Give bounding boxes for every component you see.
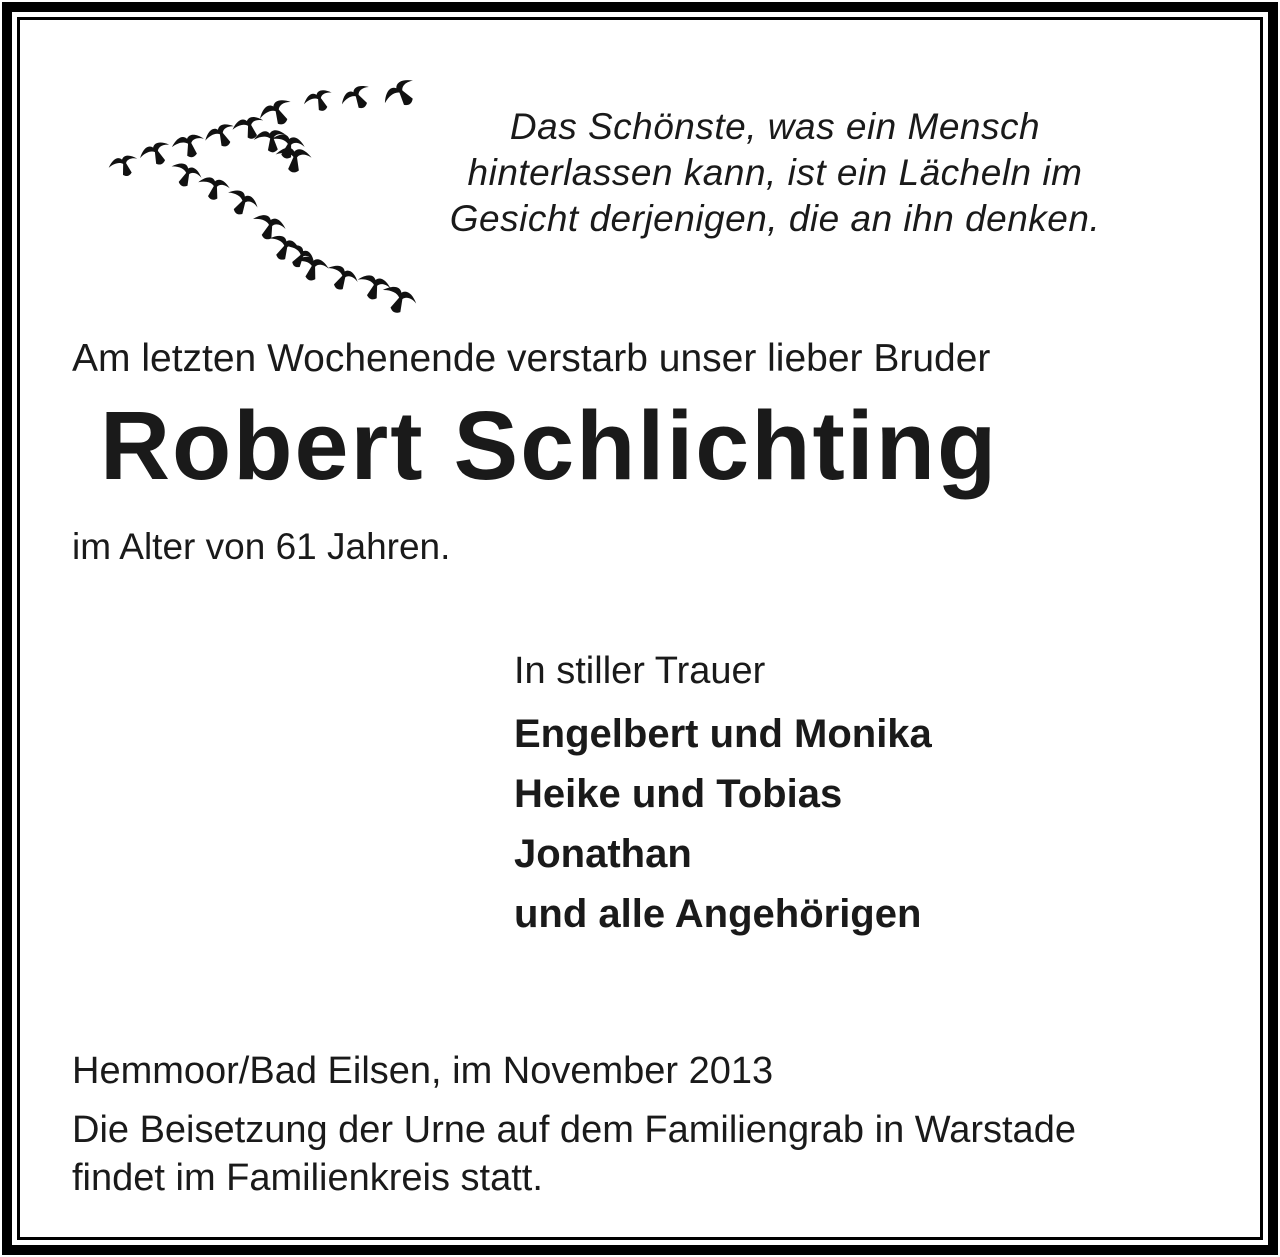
mourners-list	[514, 704, 932, 944]
age-line: im Alter von 61 Jahren.	[72, 526, 451, 567]
mourner-name-1: Engelbert und Monika	[514, 712, 932, 756]
deceased-name: Robert Schlichting	[100, 391, 999, 500]
quote-line-2: hinterlassen kann, ist ein Lächeln im	[467, 152, 1083, 193]
quote-line-1: Das Schönste, was ein Mensch	[509, 106, 1041, 147]
intro-line: Am letzten Wochenende verstarb unser lieber Bruder	[72, 337, 991, 380]
mourner-name-3: Jonathan	[514, 832, 692, 876]
burial-note	[72, 1106, 1076, 1202]
mourner-name-2: Heike und Tobias	[514, 772, 843, 816]
mourner-name-4: und alle Angehörigen	[514, 892, 922, 936]
birds-flock-icon	[95, 72, 425, 327]
burial-note-line-1: Die Beisetzung der Urne auf dem Familiengrab in Warstade	[72, 1109, 1076, 1151]
burial-note-line-2: findet im Familienkreis statt.	[72, 1157, 543, 1199]
quote-line-3: Gesicht derjenigen, die an ihn denken.	[449, 198, 1101, 239]
place-date-line: Hemmoor/Bad Eilsen, im November 2013	[72, 1050, 774, 1092]
memorial-quote	[410, 104, 1140, 242]
mourning-header: In stiller Trauer	[514, 650, 766, 692]
